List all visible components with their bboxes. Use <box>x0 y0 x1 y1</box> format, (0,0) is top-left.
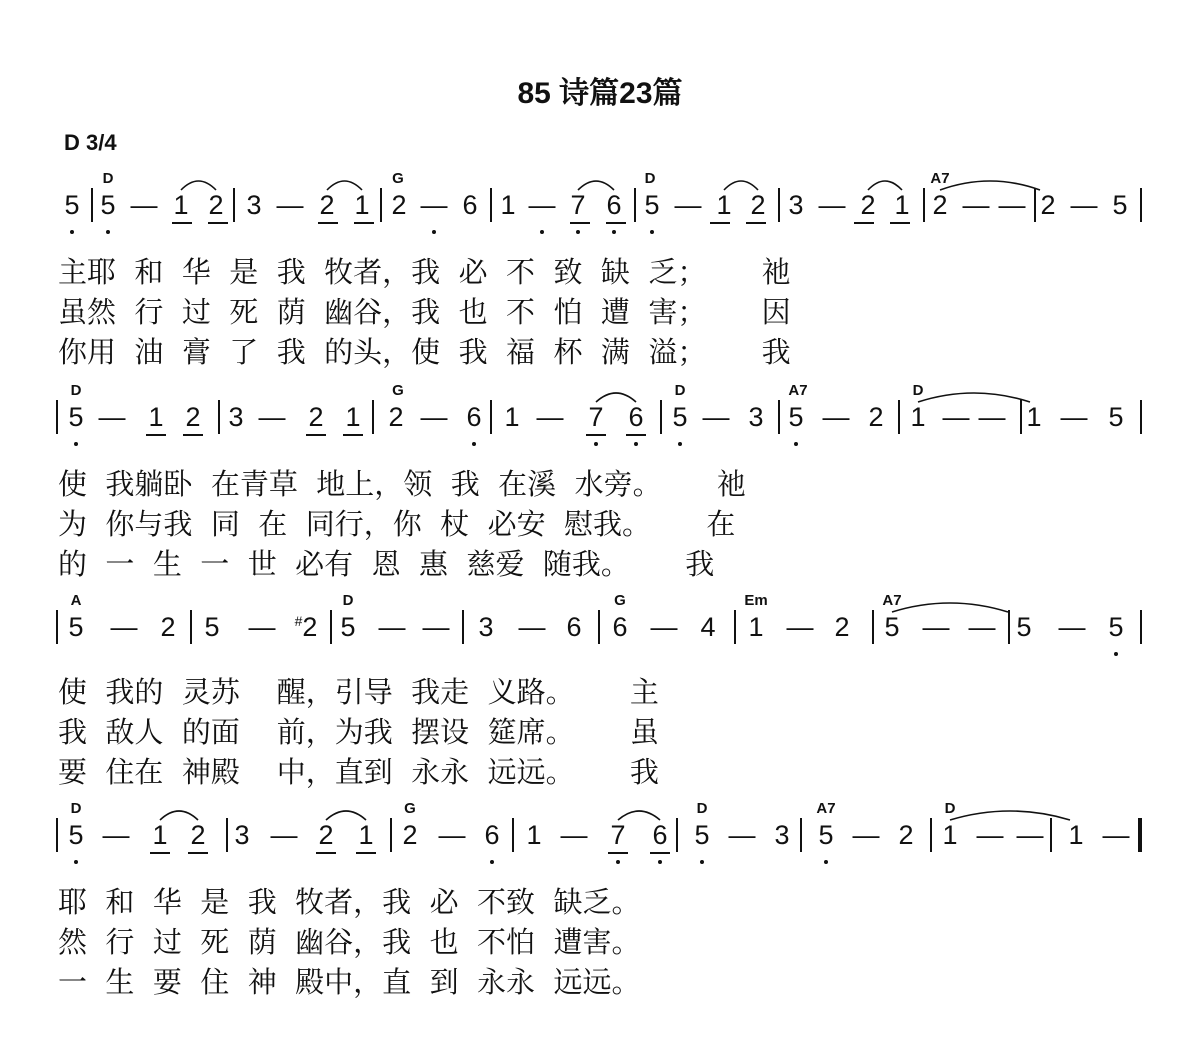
slur-layer <box>0 380 1200 440</box>
note-number: 5 <box>68 402 84 432</box>
slur-layer <box>0 590 1200 650</box>
note-number: 1 <box>173 190 189 220</box>
dash-sustain: — <box>822 402 850 432</box>
chord-symbol: A <box>70 592 82 609</box>
dash-sustain: — <box>1058 612 1086 642</box>
low-octave-dot <box>634 442 638 446</box>
note-number: 1 <box>910 402 926 432</box>
note-number: 5 <box>100 190 116 220</box>
note-number: 3 <box>478 612 494 642</box>
note-number: 6 <box>566 612 582 642</box>
note-number: 1 <box>358 820 374 850</box>
chord-symbol: D <box>102 170 114 187</box>
chord-symbol: D <box>70 800 82 817</box>
low-octave-dot <box>540 230 544 234</box>
chord-symbol: Em <box>744 592 768 609</box>
lyric-line: 你用 油 膏 了 我 的头，使 我 福 杯 满 溢； 我 <box>58 335 791 369</box>
lyric-line: 使 我的 灵苏 醒，引导 我走 义路。 主 <box>58 675 659 709</box>
chord-symbol: G <box>392 382 404 399</box>
note-number: 1 <box>148 402 164 432</box>
dash-sustain: — <box>420 190 448 220</box>
note-number: 1 <box>716 190 732 220</box>
dash-sustain: — <box>378 612 406 642</box>
low-octave-dot <box>432 230 436 234</box>
slur-arc <box>892 603 1008 612</box>
dash-sustain: — <box>674 190 702 220</box>
note-number: 4 <box>700 612 716 642</box>
note-number: 2 <box>868 402 884 432</box>
song-title: 85 诗篇23篇 <box>517 77 683 110</box>
dash-sustain: — <box>976 820 1004 850</box>
slur-arc <box>160 811 198 820</box>
lyric-line: 为 你与我 同 在 同行，你 杖 必安 慰我。 在 <box>58 507 736 541</box>
chord-symbol: D <box>944 800 956 817</box>
note-number: 6 <box>628 402 644 432</box>
low-octave-dot <box>650 230 654 234</box>
note-number: 1 <box>504 402 520 432</box>
note-number: 1 <box>152 820 168 850</box>
dash-sustain: — <box>942 402 970 432</box>
note-number: 2 <box>932 190 948 220</box>
dash-sustain: — <box>258 402 286 432</box>
dash-sustain: — <box>560 820 588 850</box>
note-number: 5 <box>68 612 84 642</box>
note-number: 3 <box>774 820 790 850</box>
note-number: 7 <box>588 402 604 432</box>
note-number: 3 <box>748 402 764 432</box>
note-number: 2 <box>391 190 407 220</box>
note-number: 5 <box>1016 612 1032 642</box>
dash-sustain: — <box>968 612 996 642</box>
dash-sustain: — <box>702 402 730 432</box>
note-number: 6 <box>462 190 478 220</box>
note-number: 2 <box>319 190 335 220</box>
dash-sustain: — <box>110 612 138 642</box>
slur-arc <box>326 811 366 820</box>
note-number: 6 <box>484 820 500 850</box>
low-octave-dot <box>472 442 476 446</box>
chord-symbol: D <box>912 382 924 399</box>
chord-symbol: A7 <box>788 382 808 399</box>
low-octave-dot <box>74 860 78 864</box>
chord-symbol: G <box>392 170 404 187</box>
dash-sustain: — <box>276 190 304 220</box>
slur-arc <box>596 393 636 402</box>
lyric-line: 一 生 要 住 神 殿中，直 到 永永 远远。 <box>58 965 641 999</box>
dash-sustain: — <box>922 612 950 642</box>
dash-sustain: — <box>438 820 466 850</box>
dash-sustain: — <box>1060 402 1088 432</box>
low-octave-dot <box>1114 652 1118 656</box>
note-number: 3 <box>788 190 804 220</box>
low-octave-dot <box>616 860 620 864</box>
note-number: 1 <box>345 402 361 432</box>
dash-sustain: — <box>422 612 450 642</box>
note-number: 5 <box>672 402 688 432</box>
note-number: 5 <box>818 820 834 850</box>
chord-symbol: D <box>696 800 708 817</box>
dash-sustain: — <box>978 402 1006 432</box>
note-number: 2 <box>208 190 224 220</box>
dash-sustain: — <box>528 190 556 220</box>
chord-symbol: A7 <box>930 170 950 187</box>
note-number: 1 <box>354 190 370 220</box>
dash-sustain: — <box>1016 820 1044 850</box>
low-octave-dot <box>74 442 78 446</box>
note-number: 5 <box>644 190 660 220</box>
dash-sustain: — <box>248 612 276 642</box>
note-number: 5 <box>340 612 356 642</box>
note-number: 6 <box>652 820 668 850</box>
note-number: 5 <box>68 820 84 850</box>
note-number: 3 <box>234 820 250 850</box>
note-number: 2 <box>860 190 876 220</box>
note-number: 1 <box>1068 820 1084 850</box>
slur-arc <box>918 393 1030 402</box>
dash-sustain: — <box>420 402 448 432</box>
note-number: 1 <box>942 820 958 850</box>
note-number: 6 <box>466 402 482 432</box>
dash-sustain: — <box>650 612 678 642</box>
note-number: 7 <box>570 190 586 220</box>
note-number: 1 <box>748 612 764 642</box>
dash-sustain: — <box>852 820 880 850</box>
dash-sustain: — <box>536 402 564 432</box>
note-number: 2 <box>898 820 914 850</box>
dash-sustain: — <box>102 820 130 850</box>
note-number: 5 <box>884 612 900 642</box>
lyric-line: 耶 和 华 是 我 牧者，我 必 不致 缺乏。 <box>58 885 641 919</box>
chord-symbol: A7 <box>882 592 902 609</box>
note-number: #2 <box>294 612 318 642</box>
slur-arc <box>950 811 1070 820</box>
low-octave-dot <box>700 860 704 864</box>
key-signature: D 3/4 <box>64 130 117 155</box>
note-number: 2 <box>190 820 206 850</box>
note-number: 6 <box>606 190 622 220</box>
note-number: 2 <box>388 402 404 432</box>
note-number: 5 <box>1108 612 1124 642</box>
low-octave-dot <box>824 860 828 864</box>
low-octave-dot <box>576 230 580 234</box>
lyric-line: 虽然 行 过 死 荫 幽谷，我 也 不 怕 遭 害； 因 <box>58 295 791 329</box>
note-number: 1 <box>894 190 910 220</box>
low-octave-dot <box>658 860 662 864</box>
low-octave-dot <box>678 442 682 446</box>
low-octave-dot <box>594 442 598 446</box>
note-number: 6 <box>612 612 628 642</box>
lyric-line: 我 敌人 的面 前，为我 摆设 筵席。 虽 <box>58 715 659 749</box>
note-number: 5 <box>204 612 220 642</box>
note-number: 5 <box>64 190 80 220</box>
note-number: 5 <box>1108 402 1124 432</box>
note-number: 2 <box>402 820 418 850</box>
chord-symbol: D <box>70 382 82 399</box>
note-number: 1 <box>500 190 516 220</box>
lyric-line: 要 住在 神殿 中，直到 永永 远远。 我 <box>58 755 659 789</box>
note-number: 2 <box>1040 190 1056 220</box>
dash-sustain: — <box>786 612 814 642</box>
note-number: 1 <box>526 820 542 850</box>
chord-symbol: G <box>404 800 416 817</box>
note-number: 1 <box>1026 402 1042 432</box>
dash-sustain: — <box>518 612 546 642</box>
low-octave-dot <box>612 230 616 234</box>
dash-sustain: — <box>1102 820 1130 850</box>
lyric-line: 主耶 和 华 是 我 牧者，我 必 不 致 缺 乏； 祂 <box>58 255 791 289</box>
chord-symbol: D <box>342 592 354 609</box>
low-octave-dot <box>490 860 494 864</box>
note-number: 3 <box>228 402 244 432</box>
note-number: 5 <box>788 402 804 432</box>
slur-arc <box>618 811 660 820</box>
chord-symbol: G <box>614 592 626 609</box>
note-number: 2 <box>185 402 201 432</box>
low-octave-dot <box>106 230 110 234</box>
chord-symbol: D <box>674 382 686 399</box>
note-number: 2 <box>160 612 176 642</box>
dash-sustain: — <box>962 190 990 220</box>
dash-sustain: — <box>998 190 1026 220</box>
dash-sustain: — <box>728 820 756 850</box>
note-number: 7 <box>610 820 626 850</box>
note-number: 2 <box>750 190 766 220</box>
dash-sustain: — <box>130 190 158 220</box>
dash-sustain: — <box>1070 190 1098 220</box>
dash-sustain: — <box>818 190 846 220</box>
slur-layer <box>0 798 1200 858</box>
lyric-line: 然 行 过 死 荫 幽谷，我 也 不怕 遭害。 <box>58 925 641 959</box>
lyric-line: 使 我躺卧 在青草 地上，领 我 在溪 水旁。 祂 <box>58 467 746 501</box>
note-number: 5 <box>694 820 710 850</box>
note-number: 2 <box>318 820 334 850</box>
chord-symbol: D <box>644 170 656 187</box>
dash-sustain: — <box>270 820 298 850</box>
note-number: 2 <box>834 612 850 642</box>
dash-sustain: — <box>98 402 126 432</box>
note-number: 3 <box>246 190 262 220</box>
lyric-line: 的 一 生 一 世 必有 恩 惠 慈爱 随我。 我 <box>58 547 715 581</box>
low-octave-dot <box>70 230 74 234</box>
chord-symbol: A7 <box>816 800 836 817</box>
low-octave-dot <box>794 442 798 446</box>
note-number: 2 <box>308 402 324 432</box>
note-number: 5 <box>1112 190 1128 220</box>
